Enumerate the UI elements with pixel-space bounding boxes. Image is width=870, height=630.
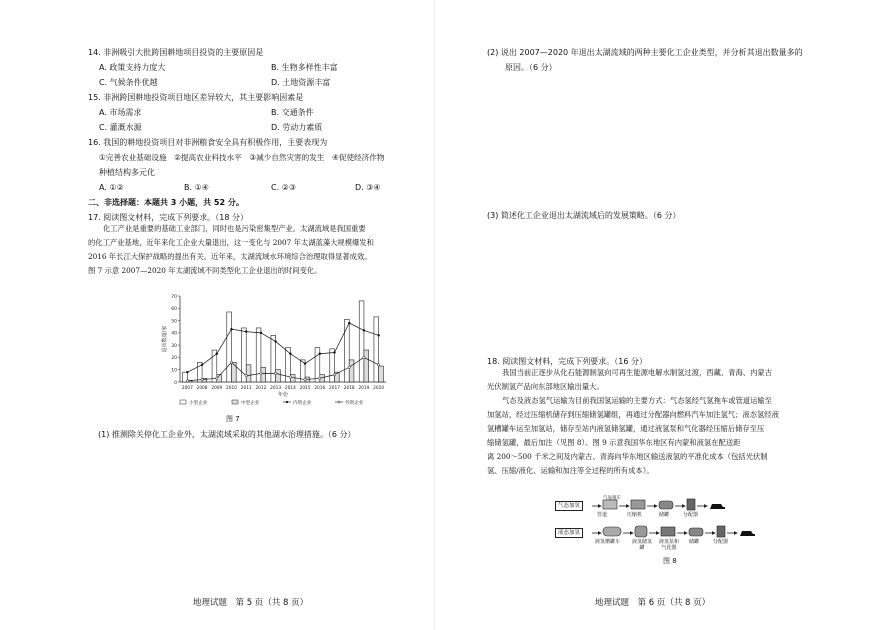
dispenser-label: 分配器: [683, 512, 699, 518]
q18-p2c: 氢槽罐车运至加氢站，储存至站内液氢储氢罐，通过液氢泵和气化器经压缩后储存至压: [487, 424, 765, 433]
figure-8-diagram: [555, 496, 795, 556]
point-foreign-enterprise: [348, 366, 350, 368]
bar-medium-enterprise: [349, 360, 354, 382]
liquid-tanker-label: 液氢槽罐车: [595, 539, 621, 545]
q17-material-line1: 化工产业是重要的基础工业部门，同时也是污染密集型产业。太湖流域是我国重要: [103, 224, 366, 233]
x-tick-label: 2017: [329, 386, 340, 391]
x-tick-label: 2018: [343, 386, 355, 391]
bar-small-enterprise: [359, 301, 364, 382]
y-tick-label: 70: [171, 294, 177, 300]
legend-swatch-medium: [232, 400, 238, 404]
q18-p1a: 我国当前正逐步从化石能源制氢向可再生能源电解水制氢过渡，西藏、青海、内蒙古: [502, 368, 772, 377]
liquid-tank-label: 液氢储氢罐: [631, 539, 652, 551]
x-tick-label: 2007: [181, 386, 193, 391]
q17-sub2: (2) 说出 2007—2020 年退出太湖流域的两种主要化工企业类型，并分析其退出数量多的: [487, 48, 803, 57]
point-domestic-enterprise: [304, 362, 306, 364]
legend-swatch-small: [180, 400, 186, 404]
q14-option-b: B. 生物多样性丰富: [271, 63, 338, 72]
q14-stem: 14. 非洲吸引大批跨国耕地项目投资的主要原因是: [88, 48, 264, 57]
q15-option-b: B. 交通条件: [271, 108, 314, 117]
y-tick-label: 30: [171, 343, 177, 349]
q16-option-a: A. ①②: [99, 183, 124, 192]
figure-7-caption: 图 7: [226, 415, 240, 423]
point-domestic-enterprise: [333, 351, 335, 353]
point-domestic-enterprise: [348, 322, 350, 324]
x-tick-label: 2019: [358, 386, 370, 391]
point-foreign-enterprise: [216, 377, 218, 379]
x-tick-label: 2015: [299, 386, 311, 391]
gas-refueling-label: 气态加氢: [555, 501, 583, 511]
x-tick-label: 2009: [211, 386, 223, 391]
q18-p2f: 氢、压缩/液化、运输和加注等全过程的所有成本）。: [487, 466, 654, 475]
bar-medium-enterprise: [232, 362, 237, 382]
q17-material-line4: 图 7 示意 2007—2020 年太湖流域不同类型化工企业退出的时间变化。: [88, 266, 322, 275]
liquid-tanker-icon: [603, 527, 621, 536]
point-domestic-enterprise: [274, 340, 276, 342]
pump-vaporizer-icon: [661, 527, 675, 536]
footer-page5: 地理试题 第 5 页（共 8 页）: [193, 598, 309, 608]
q18-p2d: 缩储氢罐，最后加注（见图 8）。图 9 示意我国华东地区有内蒙和液氢在配送距: [487, 438, 741, 447]
liquid-refueling-label: 液态加氢: [555, 528, 583, 538]
q17-sub1: (1) 推测除关停化工企业外，太湖流域采取的其他湖水治理措施。（6 分）: [98, 430, 356, 439]
q16-option-b: B. ①④: [184, 183, 209, 192]
q15-option-a: A. 市场需求: [99, 108, 142, 117]
legend-label: 小型企业: [189, 401, 208, 406]
point-foreign-enterprise: [186, 380, 188, 382]
q14-option-c: C. 气候条件优越: [99, 78, 158, 87]
x-tick-label: 2016: [314, 386, 326, 391]
right-page: [435, 0, 870, 630]
point-domestic-enterprise: [216, 353, 218, 355]
q17-sub2-cont: 原因。（6 分）: [505, 63, 557, 72]
q17-material: [88, 222, 374, 278]
point-domestic-enterprise: [245, 330, 247, 332]
q18-material: [487, 366, 779, 478]
dispenser-label-2: 分配器: [713, 539, 729, 545]
q14-option-d: D. 土地资源丰富: [271, 78, 331, 87]
q16-stem: 16. 我国的耕地投资项目对非洲粮食安全具有积极作用，主要表现为: [88, 138, 328, 147]
liquid-tank-icon: [635, 526, 647, 537]
tube-trailer-label: 气氢拖车: [603, 496, 621, 501]
bar-small-enterprise: [330, 349, 335, 382]
point-foreign-enterprise: [304, 378, 306, 380]
pipeline-label: 管道: [597, 512, 608, 518]
point-foreign-enterprise: [333, 373, 335, 375]
q16-option-c: C. ②③: [271, 183, 297, 192]
x-tick-label: 2010: [226, 386, 237, 391]
legend-label: 内资企业: [293, 401, 312, 406]
y-tick-label: 20: [171, 356, 177, 362]
y-axis-label: 退出数量/家: [162, 325, 168, 353]
storage-label-2: 储罐: [689, 539, 700, 545]
q18-p2a: 气态及液态氢气运输为目前我国氢运输的主要方式：气态氢经气氢拖车或管道运输至: [502, 396, 772, 405]
car-icon: [710, 504, 725, 509]
q17-sub3: (3) 简述化工企业退出太湖流域后的发展策略。（6 分）: [487, 211, 681, 220]
x-axis-label: 年份: [277, 392, 289, 398]
bar-small-enterprise: [345, 319, 350, 382]
point-foreign-enterprise: [289, 376, 291, 378]
point-domestic-enterprise: [377, 334, 379, 336]
storage-tank-icon: [659, 501, 673, 509]
q17-material-line3: 2016 年长江大保护战略的提出有关。近年来，太湖流域水环境综合治理取得显著成效。: [88, 252, 372, 261]
point-foreign-enterprise: [201, 378, 203, 380]
q16-statements-cont: 种植结构多元化: [99, 168, 155, 177]
q16-statements: ①完善农业基础设施 ②提高农业科技水平 ③减少自然灾害的发生 ④促使经济作物: [99, 153, 385, 162]
q16-option-d: D. ③④: [355, 183, 381, 192]
x-tick-label: 2012: [255, 386, 267, 391]
dispenser-icon-2: [717, 526, 725, 537]
compressor-icon: [631, 500, 645, 509]
point-foreign-enterprise: [245, 375, 247, 377]
point-foreign-enterprise: [230, 361, 232, 363]
dispenser-icon: [687, 499, 695, 510]
q15-stem: 15. 非洲跨国耕地投资项目地区差异较大，其主要影响因素是: [88, 93, 304, 102]
x-tick-label: 2013: [270, 386, 282, 391]
point-domestic-enterprise: [319, 353, 321, 355]
bar-small-enterprise: [315, 348, 320, 382]
bar-medium-enterprise: [276, 370, 281, 382]
point-domestic-enterprise: [260, 332, 262, 334]
footer-page6: 地理试题 第 6 页（共 8 页）: [595, 598, 711, 608]
y-tick-label: 50: [171, 319, 177, 325]
point-foreign-enterprise: [319, 377, 321, 379]
bar-medium-enterprise: [246, 365, 251, 382]
storage-tank-icon-2: [689, 528, 703, 536]
point-domestic-enterprise: [230, 328, 232, 330]
bar-medium-enterprise: [379, 366, 384, 382]
car-icon-2: [740, 531, 755, 536]
figure-8-caption: 图 8: [663, 557, 677, 565]
legend-label: 中型企业: [241, 401, 260, 406]
compressor-label: 压缩机: [627, 512, 643, 518]
x-tick-label: 2020: [373, 386, 385, 391]
q15-option-d: D. 劳动力素质: [271, 123, 323, 132]
legend-marker-foreign: [338, 401, 340, 403]
q15-option-c: C. 灌溉水源: [99, 123, 142, 132]
x-tick-label: 2014: [284, 386, 296, 391]
point-foreign-enterprise: [377, 364, 379, 366]
q14-option-a: A. 政策支持力度大: [99, 63, 166, 72]
y-tick-label: 60: [171, 307, 177, 313]
y-tick-label: 10: [171, 368, 177, 374]
x-tick-label: 2008: [196, 386, 208, 391]
point-foreign-enterprise: [274, 372, 276, 374]
pump-vaporizer-label: 液氢泵和气化器: [658, 539, 679, 551]
q18-p2e: 离 200～500 千米之间及内蒙古、青海向华东地区输送液氢的平准化成本（包括光伏制: [487, 452, 768, 461]
point-domestic-enterprise: [201, 364, 203, 366]
x-tick-label: 2011: [240, 386, 252, 391]
q18-p2b: 加氢站，经过压缩机储存到压缩储氢罐组，再通过分配器向燃料汽车加注氢气；液态氢经液: [487, 410, 779, 419]
point-domestic-enterprise: [186, 371, 188, 373]
q17-material-line2: 的化工产业基地，近年来化工企业大量退出，这一变化与 2007 年太湖蓝藻大规模爆发和: [88, 238, 374, 247]
point-foreign-enterprise: [363, 356, 365, 358]
legend-label: 外资企业: [345, 401, 364, 406]
section-heading: 二、非选择题：本题共 3 小题，共 52 分。: [88, 198, 244, 207]
y-tick-label: 0: [174, 380, 177, 386]
bar-small-enterprise: [374, 317, 379, 382]
q18-stem: 18. 阅读图文材料，完成下列要求。（16 分）: [487, 357, 647, 366]
legend-marker-domestic: [286, 401, 288, 403]
q17-stem: 17. 阅读图文材料，完成下列要求。（18 分）: [88, 213, 248, 222]
y-tick-label: 40: [171, 331, 177, 337]
bar-medium-enterprise: [364, 350, 369, 382]
point-foreign-enterprise: [260, 372, 262, 374]
bar-small-enterprise: [227, 312, 232, 382]
storage-label: 储罐: [659, 512, 670, 518]
q18-p1b: 光伏制氢产品向东部地区输出量大。: [487, 382, 604, 391]
point-domestic-enterprise: [289, 353, 291, 355]
figure-7-chart: [158, 290, 398, 416]
point-domestic-enterprise: [363, 329, 365, 331]
